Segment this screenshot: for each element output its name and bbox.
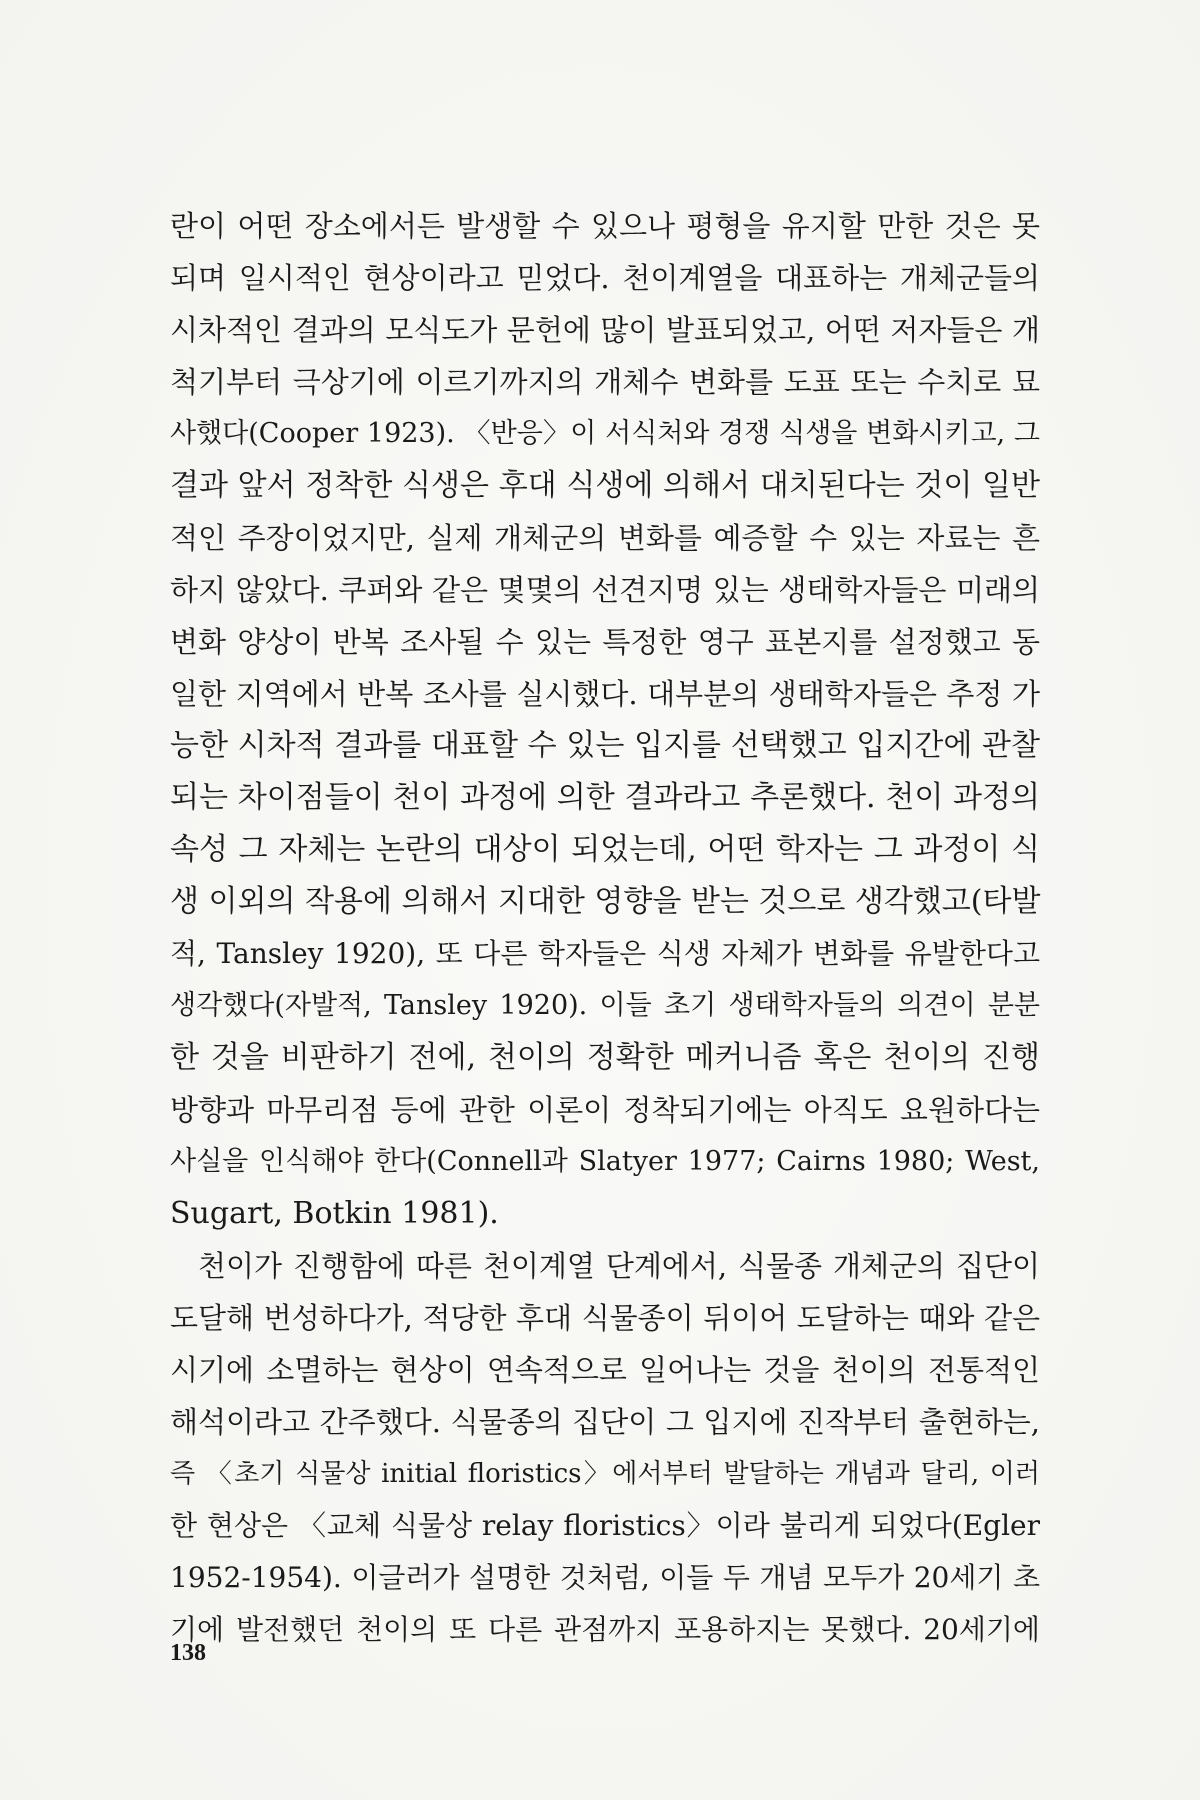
text-line: 되는 차이점들이 천이 과정에 의한 결과라고 추론했다. 천이 과정의 — [170, 780, 1040, 815]
text-line: 란이 어떤 장소에서든 발생할 수 있으나 평형을 유지할 만한 것은 못 — [170, 209, 1040, 243]
text-line: 기에 발전했던 천이의 또 다른 관점까지 포용하지는 못했다. 20세기에 — [170, 1613, 1040, 1646]
text-line: 즉 〈초기 식물상 initial floristics〉에서부터 발달하는 개념과 달리, 이러 — [170, 1459, 1040, 1489]
text-line: 일한 지역에서 반복 조사를 실시했다. 대부분의 생태학자들은 추정 가 — [170, 677, 1040, 711]
text-line: 속성 그 자체는 논란의 대상이 되었는데, 어떤 학자는 그 과정이 식 — [170, 832, 1040, 867]
text-line: 생각했다(자발적, Tansley 1920). 이들 초기 생태학자들의 의견이 분분 — [170, 990, 1040, 1021]
text-line: 변화 양상이 반복 조사될 수 있는 특정한 영구 표본지를 설정했고 동 — [170, 625, 1040, 659]
text-line: 되며 일시적인 현상이라고 믿었다. 천이계열을 대표하는 개체군들의 — [170, 261, 1040, 295]
text-line: 시기에 소멸하는 현상이 연속적으로 일어나는 것을 천이의 전통적인 — [170, 1353, 1040, 1387]
text-line: 도달해 번성하다가, 적당한 후대 식물종이 뒤이어 도달하는 때와 같은 — [170, 1301, 1040, 1335]
text-line: 적인 주장이었지만, 실제 개체군의 변화를 예증할 수 있는 자료는 흔 — [170, 521, 1040, 555]
text-line: 척기부터 극상기에 이르기까지의 개체수 변화를 도표 또는 수치로 묘 — [170, 365, 1040, 399]
text-line: 해석이라고 간주했다. 식물종의 집단이 그 입지에 진작부터 출현하는, — [170, 1405, 1040, 1439]
text-line: 사했다(Cooper 1923). 〈반응〉이 서식처와 경쟁 식생을 변화시키고, 그 — [170, 418, 1040, 449]
text-line: 천이가 진행함에 따른 천이계열 단계에서, 식물종 개체군의 집단이 — [198, 1249, 1040, 1283]
text-line: 방향과 마무리점 등에 관한 이론이 정착되기에는 아직도 요원하다는 — [170, 1093, 1040, 1127]
text-line: 한 것을 비판하기 전에, 천이의 정확한 메커니즘 혹은 천이의 진행 — [170, 1040, 1040, 1075]
text-line: 시차적인 결과의 모식도가 문헌에 많이 발표되었고, 어떤 저자들은 개 — [170, 313, 1040, 347]
text-line: 생 이외의 작용에 의해서 지대한 영향을 받는 것으로 생각했고(타발 — [170, 884, 1041, 919]
text-line: 능한 시차적 결과를 대표할 수 있는 입지를 선택했고 입지간에 관찰 — [170, 728, 1040, 763]
page-number: 138 — [170, 1640, 206, 1666]
body-text — [170, 200, 1040, 1656]
text-line: 하지 않았다. 쿠퍼와 같은 몇몇의 선견지명 있는 생태학자들은 미래의 — [170, 573, 1040, 607]
text-line: Sugart, Botkin 1981). — [170, 1196, 499, 1231]
text-line: 한 현상은 〈교체 식물상 relay floristics〉이라 불리게 되었다(Egler — [170, 1509, 1040, 1542]
text-line: 사실을 인식해야 한다(Connell과 Slatyer 1977; Cairns 1980; West, — [170, 1146, 1040, 1177]
text-line: 적, Tansley 1920), 또 다른 학자들은 식생 자체가 변화를 유발한다고 — [170, 937, 1040, 970]
text-line: 1952-1954). 이글러가 설명한 것처럼, 이들 두 개념 모두가 20세기 초 — [170, 1561, 1040, 1594]
text-line: 결과 앞서 정착한 식생은 후대 식생에 의해서 대치된다는 것이 일반 — [170, 468, 1040, 503]
